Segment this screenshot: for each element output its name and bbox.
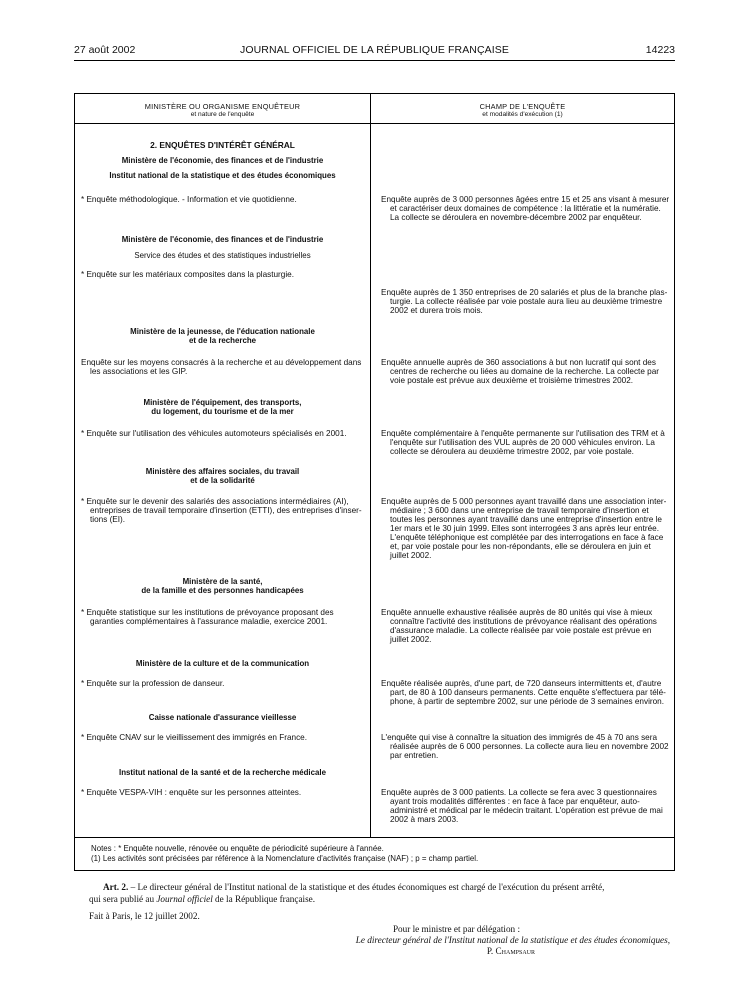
header-divider: [75, 123, 674, 124]
header-rule: [74, 60, 675, 61]
survey-title: Enquête sur les moyens consacrés à la recherche et au développement dans les associations et les GIP.: [81, 358, 362, 376]
organism-name: Ministère des affaires sociales, du travail et de la solidarité: [145, 467, 300, 485]
survey-field: Enquête annuelle auprès de 360 associations à but non lucratif qui sont des centres de recherche ou liées au domaine de la recherche. La collecte par voie postale est prévue aux deuxième et troisième trimestres 2002.: [381, 358, 659, 385]
signature-delegation: Pour le ministre et par délégation :: [392, 924, 520, 934]
page-number: 14223: [645, 44, 675, 56]
institute-name: Service des études et des statistiques industrielles: [134, 251, 311, 260]
organism-name: Ministère de la santé, de la famille et des personnes handicapées: [141, 577, 304, 595]
survey-title: * Enquête sur la profession de danseur.: [81, 679, 225, 688]
survey-title: * Enquête sur les matériaux composites dans la plasturgie.: [81, 270, 294, 279]
survey-field: Enquête auprès de 5 000 personnes ayant travaillé dans une association inter- médiaire ; 3 600 dans une entreprise de travail temporaire d'insertion et toutes les personnes ayant travaillé dans une entreprise d'insertion entre le 1er mars et le 30 juin 1999. Elles sont interrogées 3 ans après leur entrée. L'enquête téléphonique est complétée par des interrogations en face à face et, par voie postale pour les non-répondants, elle se déroulera en juin et juillet 2002.: [381, 497, 667, 560]
survey-title: * Enquête CNAV sur le vieillissement des immigrés en France.: [81, 733, 308, 742]
article-2-line1: Art. 2. – Le directeur général de l'Institut national de la statistique et des études économiques est chargé de l'exécution du présent arrêté,: [103, 882, 605, 892]
survey-table: [74, 93, 675, 871]
signature-block: [290, 924, 670, 957]
organism-name: Ministère de la jeunesse, de l'éducation nationale et de la recherche: [130, 327, 315, 345]
survey-field: Enquête auprès de 3 000 personnes âgées entre 15 et 25 ans visant à mesurer et caractériser deux domaines de compétence : la littératie et la numératie. La collecte se déroulera en novembre-décembre 2002 par enquêteur.: [381, 195, 670, 222]
institute-name: Institut national de la statistique et des études économiques: [109, 171, 336, 180]
survey-title: * Enquête statistique sur les institutions de prévoyance proposant des garanties complémentaires à l'assurance maladie, exercice 2001.: [81, 608, 334, 626]
article-2: [89, 881, 675, 905]
survey-field: Enquête réalisée auprès, d'une part, de 720 danseurs intermittents et, d'autre part, de 80 à 100 danseurs permanents. Cette enquête s'effectuera par télé- phone, à partir de septembre 2002, sur une période de 3 semaines environ.: [381, 679, 666, 706]
organism-name: Ministère de l'équipement, des transports, du logement, du tourisme et de la mer: [143, 398, 302, 416]
signature-name: P. Champsaur: [486, 946, 535, 956]
issue-date: 27 août 2002: [74, 44, 136, 56]
note-naf: (1) Les activités sont précisées par référence à la Nomenclature d'activités française (NAF) ; p = champ partiel.: [91, 854, 479, 863]
survey-title: * Enquête sur l'utilisation des véhicules automoteurs spécialisés en 2001.: [81, 429, 347, 438]
section-title: 2. ENQUÊTES D'INTÉRÊT GÉNÉRAL: [150, 140, 295, 150]
journal-title: JOURNAL OFFICIEL DE LA RÉPUBLIQUE FRANÇAISE: [240, 44, 509, 56]
organism-name: Caisse nationale d'assurance vieillesse: [148, 713, 297, 722]
signature-title: Le directeur général de l'Institut national de la statistique et des études économiques,: [355, 935, 670, 945]
note-asterisk: Notes : * Enquête nouvelle, rénovée ou enquête de périodicité supérieure à l'année.: [91, 844, 384, 853]
article-2-line2: qui sera publié au Journal officiel de la République française.: [89, 894, 316, 904]
organism-name: Ministère de l'économie, des finances et de l'industrie: [121, 235, 324, 244]
organism-name: Ministère de la culture et de la communication: [135, 659, 310, 668]
column-divider: [370, 94, 371, 837]
survey-field: Enquête annuelle exhaustive réalisée auprès de 80 unités qui vise à mieux connaître l'activité des institutions de prévoyance réalisant des opérations d'assurance maladie. La collecte réalisée par voie postale est prévue en juillet 2002.: [381, 608, 657, 644]
notes-divider: [75, 837, 674, 838]
organism-name: Ministère de l'économie, des finances et de l'industrie: [121, 156, 324, 165]
column-header-right-subtitle: et modalités d'exécution (1): [482, 111, 563, 118]
article-label: Art. 2.: [103, 882, 129, 892]
organism-name: Institut national de la santé et de la recherche médicale: [119, 768, 326, 777]
signing-place-date: Fait à Paris, le 12 juillet 2002.: [89, 911, 200, 921]
column-header-left-subtitle: et nature de l'enquête: [190, 111, 255, 118]
survey-field: Enquête auprès de 3 000 patients. La collecte se fera avec 3 questionnaires ayant trois modalités différentes : en face à face par enquêteur, auto- administré et médical par le médecin traitant. L'opération est prévue de mai 2002 à mars 2003.: [381, 788, 663, 824]
column-header-right-title: CHAMP DE L'ENQUÊTE: [479, 102, 566, 111]
survey-field: Enquête auprès de 1 350 entreprises de 20 salariés et plus de la branche plas- turgie. La collecte réalisée par voie postale aura lieu au deuxième trimestre 2002 et durera trois mois.: [381, 288, 668, 315]
survey-title: * Enquête méthodologique. - Information et vie quotidienne.: [81, 195, 297, 204]
survey-title: * Enquête sur le devenir des salariés des associations intermédiaires (AI), entreprises de travail temporaire d'insertion (ETTI), des entreprises d'inser- tions (EI).: [81, 497, 362, 524]
survey-field: L'enquête qui vise à connaître la situation des immigrés de 45 à 70 ans sera réalisée auprès de 6 000 personnes. La collecte aura lieu en novembre 2002 par entretien.: [381, 733, 669, 760]
survey-field: Enquête complémentaire à l'enquête permanente sur l'utilisation des TRM et à l'enquête sur l'utilisation des VUL auprès de 20 000 véhicules environ. La collecte se déroulera au deuxième trimestre 2002, par voie postale.: [381, 429, 665, 456]
table-notes: [91, 844, 478, 864]
page-header: [74, 44, 675, 58]
column-header-left: [75, 103, 370, 119]
survey-title: * Enquête VESPA-VIH : enquête sur les personnes atteintes.: [81, 788, 302, 797]
column-header-right: [371, 103, 674, 119]
column-header-left-title: MINISTÈRE OU ORGANISME ENQUÊTEUR: [144, 102, 301, 111]
